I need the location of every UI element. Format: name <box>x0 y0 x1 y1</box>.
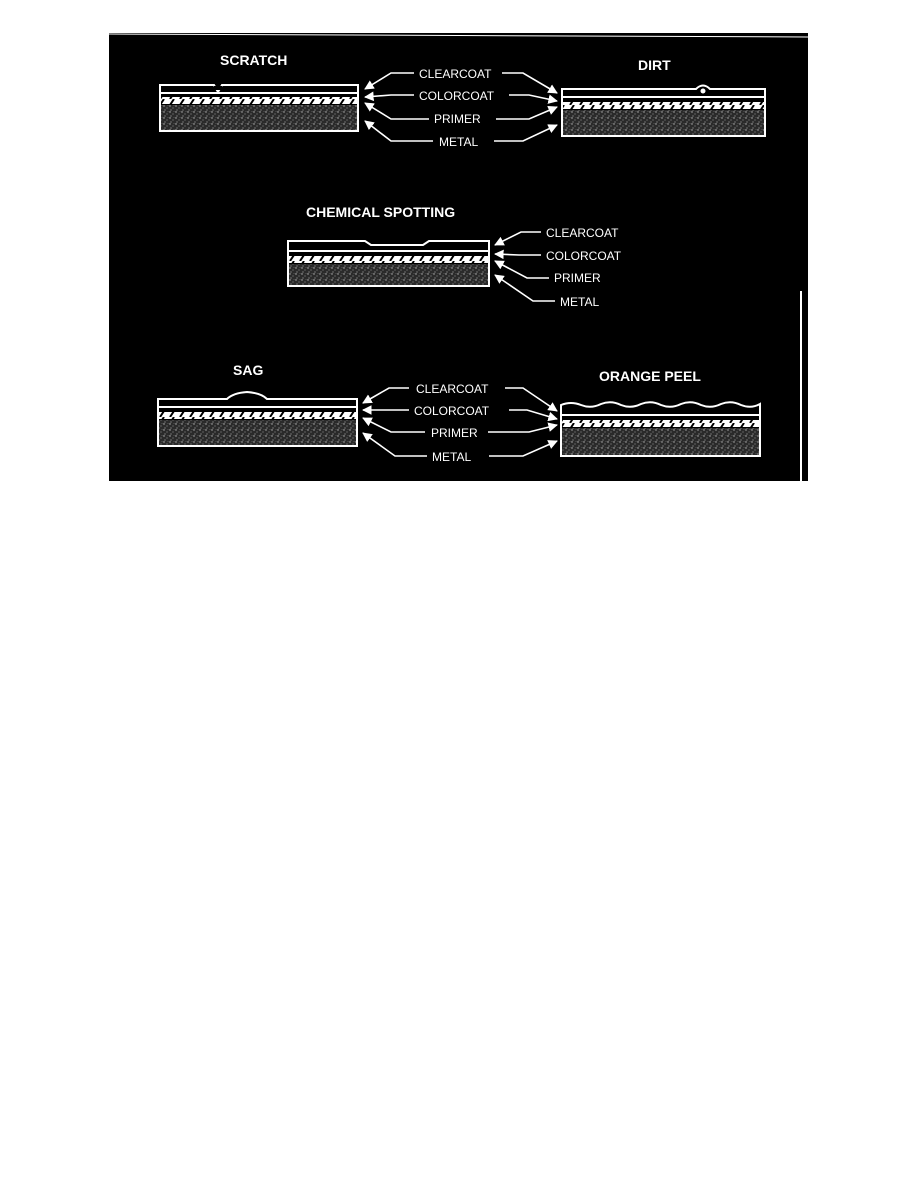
metal-layer <box>288 264 489 286</box>
colorcoat-label: COLORCOAT <box>414 404 490 418</box>
primer-label: PRIMER <box>554 271 601 285</box>
scratch-gouge <box>214 86 222 90</box>
bottom-layer-labels <box>414 382 490 464</box>
orange-peel-layer-stack <box>561 402 760 456</box>
dirt-title: DIRT <box>638 57 671 73</box>
colorcoat-layer <box>561 416 760 419</box>
colorcoat-label: COLORCOAT <box>419 89 495 103</box>
frame-top-line <box>109 34 808 37</box>
primer-layer <box>158 412 357 419</box>
colorcoat-layer <box>158 408 357 411</box>
metal-layer <box>562 110 765 136</box>
primer-layer <box>561 420 760 427</box>
dirt-particle <box>701 89 706 94</box>
clearcoat-label: CLEARCOAT <box>546 226 619 240</box>
metal-layer <box>158 420 357 446</box>
sag-section <box>158 362 357 446</box>
top-layer-labels <box>419 67 495 149</box>
chemical-spotting-layer-stack <box>288 241 489 286</box>
metal-label: METAL <box>439 135 479 149</box>
chemical-spotting-title: CHEMICAL SPOTTING <box>306 204 456 220</box>
metal-label: METAL <box>560 295 600 309</box>
dirt-layer-stack <box>562 86 765 137</box>
primer-layer <box>288 256 489 263</box>
top-pointer-arrows <box>365 73 557 141</box>
clearcoat-label: CLEARCOAT <box>419 67 492 81</box>
scratch-title: SCRATCH <box>220 52 288 68</box>
primer-layer <box>160 97 358 104</box>
metal-label: METAL <box>432 450 472 464</box>
scratch-layer-stack <box>160 85 358 131</box>
sag-layer-stack <box>158 392 357 446</box>
scratch-section <box>160 52 358 131</box>
dirt-section <box>562 57 765 136</box>
paint-defects-diagram <box>109 33 808 481</box>
chemical-spotting-pointer-arrows <box>495 232 555 301</box>
colorcoat-label: COLORCOAT <box>546 249 622 263</box>
chemical-spotting-labels <box>546 226 622 309</box>
chemical-spotting-section <box>288 204 622 309</box>
metal-layer <box>561 428 760 456</box>
colorcoat-layer <box>160 94 358 97</box>
colorcoat-layer <box>288 252 489 255</box>
metal-layer <box>160 105 358 131</box>
orange-peel-section <box>561 368 760 456</box>
primer-label: PRIMER <box>431 426 478 440</box>
primer-label: PRIMER <box>434 112 481 126</box>
colorcoat-layer <box>562 98 765 101</box>
clearcoat-label: CLEARCOAT <box>416 382 489 396</box>
orange-peel-title: ORANGE PEEL <box>599 368 701 384</box>
sag-title: SAG <box>233 362 264 378</box>
bottom-pointer-arrows <box>363 388 557 456</box>
primer-layer <box>562 102 765 109</box>
